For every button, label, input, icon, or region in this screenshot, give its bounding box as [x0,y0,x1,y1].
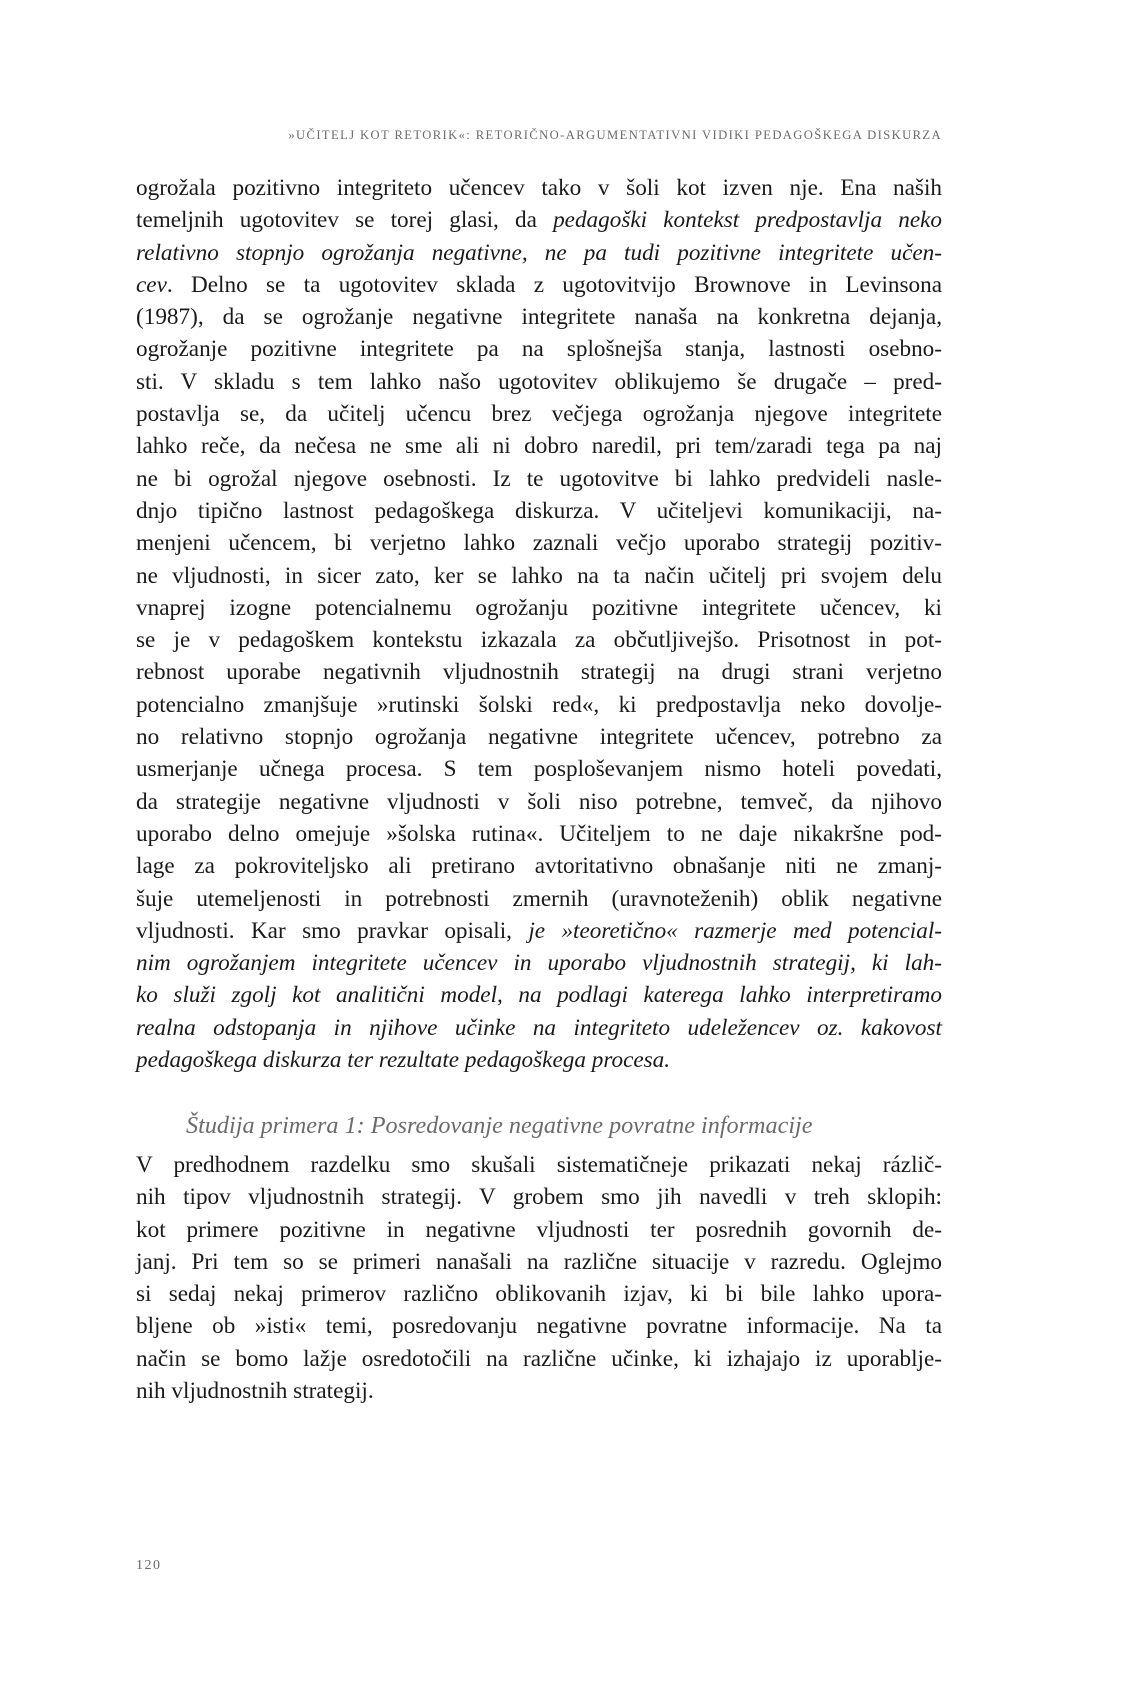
text-run: vljudnosti. Kar smo pravkar opisali, [136,917,529,944]
text-line [136,301,942,333]
text-line [136,527,942,559]
text-run: bljene ob »isti« temi, posredovanju negativne povratne informacije. Na ta [136,1313,942,1340]
text-run: ne vljudnosti, in sicer zato, ker se lahko na ta način učitelj pri svojem delu [136,562,942,589]
text-line [136,1012,942,1044]
text-run: si sedaj nekaj primerov različno oblikovanih izjav, ki bi bile lahko upora- [136,1281,942,1308]
text-run: janj. Pri tem so se primeri nanašali na različne situacije v razredu. Oglejmo [136,1248,942,1275]
text-run: vnaprej izogne potencialnemu ogrožanju pozitivne integritete učencev, ki [136,594,942,621]
text-line [136,689,942,721]
text-line [136,1278,942,1310]
page-number: 120 [136,1558,162,1573]
text-line [136,915,942,947]
text-line [136,786,942,818]
text-line [136,1343,942,1375]
text-run: menjeni učencem, bi verjetno lahko zaznali večjo uporabo strategij pozitiv- [136,530,942,557]
text-line [136,1214,942,1246]
section-subheading: Študija primera 1: Posredovanje negativne povratne informacije [186,1112,813,1139]
italic-text-run: je »teoretično« razmerje med potencial- [528,917,943,944]
text-run: rebnost uporabe negativnih vljudnostnih strategij na drugi strani verjetno [136,659,942,686]
paragraph [136,172,942,1076]
text-run: lage za pokroviteljsko ali pretirano avtoritativno obnašanje niti ne zmanj- [136,853,942,880]
text-run: ogrožanje pozitivne integritete pa na splošnejša stanja, lastnosti osebno- [136,336,942,363]
text-line [136,947,942,979]
text-line [136,850,942,882]
text-run: . Delno se ta ugotovitev sklada z ugotovitvijo Brownove in Levinsona [166,271,942,298]
text-run: sti. V skladu s tem lahko našo ugotovitev oblikujemo še drugače – pred- [136,368,942,395]
text-line [136,398,942,430]
italic-text-run: pedagoški kontekst predpostavlja neko [553,207,942,234]
text-line [136,1181,942,1213]
text-run: uporabo delno omejuje »šolska rutina«. Učiteljem to ne daje nikakršne pod- [136,820,942,847]
text-run: dnjo tipično lastnost pedagoškega diskurza. V učiteljevi komunikaciji, na- [136,497,942,524]
text-line [136,979,942,1011]
text-line [136,883,942,915]
text-run: lahko reče, da nečesa ne sme ali ni dobro naredil, pri tem/zaradi tega pa naj [136,433,942,460]
text-run: da strategije negativne vljudnosti v šoli niso potrebne, temveč, da njihovo [136,788,942,815]
text-run: kot primere pozitivne in negativne vljudnosti ter posrednih govornih de- [136,1216,942,1243]
text-run: šuje utemeljenosti in potrebnosti zmernih (uravnoteženih) oblik negativne [136,885,942,912]
text-run: V predhodnem razdelku smo skušali sistematičneje prikazati nekaj rázlič- [136,1152,942,1178]
text-line [136,1310,942,1342]
italic-text-run: ko služi zgolj kot analitični model, na podlagi katerega lahko interpretiramo [136,982,942,1009]
text-run: usmerjanje učnega procesa. S tem posploševanjem nismo hoteli povedati, [136,756,942,783]
text-line [136,430,942,462]
italic-text-run: nim ogrožanjem integritete učencev in uporabo vljudnostnih strategij, ki lah- [136,950,942,977]
text-line [136,172,942,204]
text-line [136,269,942,301]
text-line [136,753,942,785]
text-line [136,1375,942,1407]
text-line [136,656,942,688]
text-run: ne bi ogrožal njegove osebnosti. Iz te ugotovitve bi lahko predvideli nasle- [136,465,942,492]
paragraph [136,1149,942,1407]
italic-text-run: relativno stopnjo ogrožanja negativne, ne pa tudi pozitivne integritete učen- [136,239,942,266]
text-run: nih tipov vljudnostnih strategij. V grobem smo jih navedli v treh sklopih: [136,1184,942,1211]
text-line [136,721,942,753]
running-head: »UČITELJ KOT RETORIK«: RETORIČNO-ARGUMENTATIVNI VIDIKI PEDAGOŠKEGA DISKURZA [288,128,942,142]
italic-text-run: cev [136,271,167,298]
text-line [136,204,942,236]
text-run: temeljnih ugotovitev se torej glasi, da [136,207,554,234]
text-line [136,624,942,656]
text-run: postavlja se, da učitelj učencu brez večjega ogrožanja njegove integritete [136,401,942,428]
text-line [136,333,942,365]
text-line [136,1044,942,1076]
text-run: se je v pedagoškem kontekstu izkazala za občutljivejšo. Prisotnost in pot- [136,627,942,654]
text-line [136,592,942,624]
text-line [136,463,942,495]
text-line [136,1149,942,1181]
text-run: (1987), da se ogrožanje negativne integritete nanaša na konkretna dejanja, [136,304,942,331]
text-line [136,560,942,592]
text-run: no relativno stopnjo ogrožanja negativne integritete učencev, potrebno za [136,724,942,751]
text-line [136,818,942,850]
text-line [136,366,942,398]
text-run: način se bomo lažje osredotočili na različne učinke, ki izhajajo iz uporablje- [136,1345,942,1372]
italic-text-run: realna odstopanja in njihove učinke na integriteto udeležencev oz. kakovost [136,1014,942,1041]
text-line [136,237,942,269]
text-run: nih vljudnostnih strategij. [136,1378,374,1405]
text-line [136,1246,942,1278]
text-run: ogrožala pozitivno integriteto učencev tako v šoli kot izven nje. Ena naših [136,175,942,201]
text-run: potencialno zmanjšuje »rutinski šolski red«, ki predpostavlja neko dovolje- [136,691,942,718]
italic-text-run: pedagoškega diskurza ter rezultate pedagoškega procesa. [136,1047,671,1074]
text-line [136,495,942,527]
